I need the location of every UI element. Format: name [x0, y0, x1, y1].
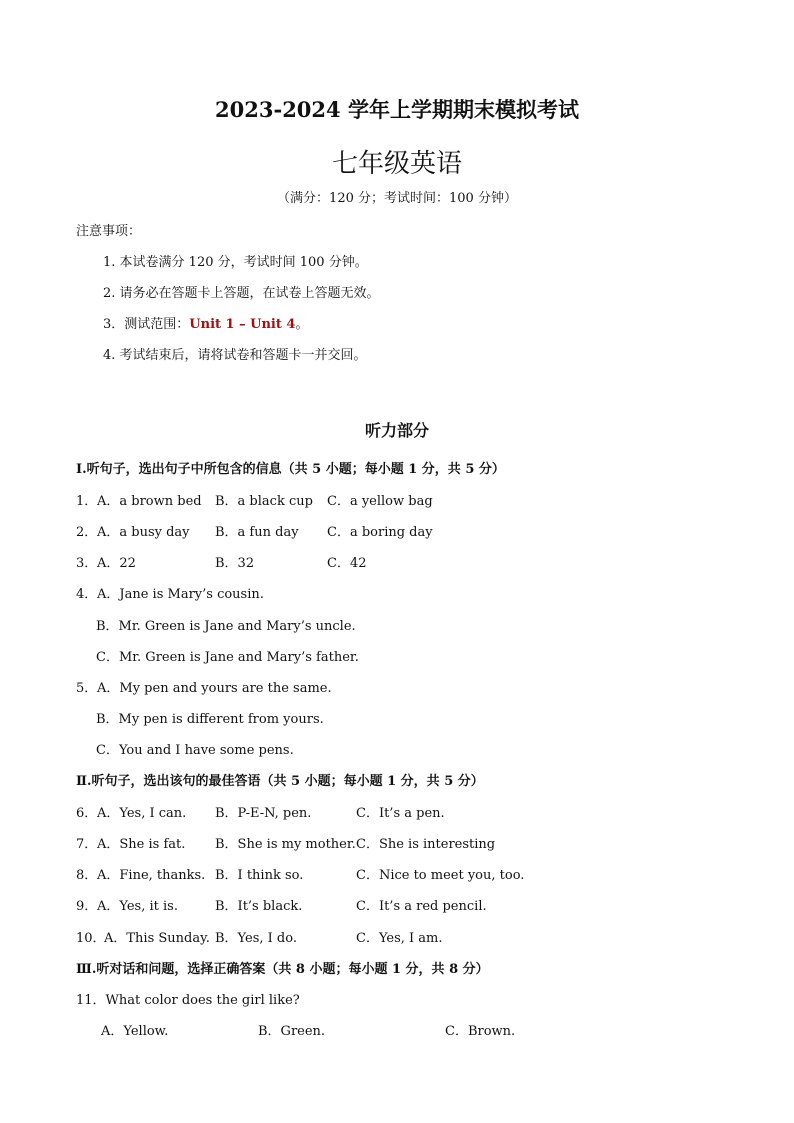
q3-option-a: A．22 — [97, 556, 136, 571]
q7-option-b: B．She is my mother. — [215, 837, 356, 852]
q10-option-c: C．Yes, I am. — [356, 931, 443, 946]
q7-option-a: A．She is fat. — [97, 837, 186, 852]
notes-heading: 注意事项： — [76, 224, 142, 239]
q2-number: 2． — [76, 525, 98, 540]
q9-option-a: A．Yes, it is. — [97, 899, 178, 914]
q4-option-c: C．Mr. Green is Jane and Mary’s father. — [96, 650, 359, 665]
listening-heading: 听力部分 — [364, 421, 429, 440]
q2-option-b: B．a fun day — [215, 525, 299, 540]
q7-option-c: C．She is interesting — [356, 837, 496, 852]
q1-option-b: B．a black cup — [215, 494, 313, 509]
q3-number: 3． — [76, 556, 98, 571]
q8-option-b: B．I think so. — [215, 868, 304, 883]
q4-number: 4． — [76, 587, 98, 602]
test-range: Unit 1 – Unit 4 — [189, 317, 296, 332]
q11-option-c: C．Brown. — [445, 1024, 516, 1039]
q9-number: 9． — [76, 899, 98, 914]
q1-option-c: C．a yellow bag — [327, 494, 433, 509]
part3-heading: Ⅲ.听对话和问题，选择正确答案（共 8 小题；每小题 1 分，共 8 分） — [76, 962, 489, 977]
q11-stem: 11．What color does the girl like? — [76, 993, 300, 1008]
q4-option-a: A．Jane is Mary’s cousin. — [97, 587, 264, 602]
q10-option-b: B．Yes, I do. — [215, 931, 297, 946]
note-item-1: 1. 本试卷满分 120 分，考试时间 100 分钟。 — [103, 255, 368, 270]
q10-number: 10． — [76, 931, 106, 946]
note-item-3-end: 。 — [295, 317, 309, 332]
q7-number: 7． — [76, 837, 98, 852]
exam-meta: （满分：120 分；考试时间：100 分钟） — [277, 191, 517, 206]
part2-heading: Ⅱ.听句子，选出该句的最佳答语（共 5 小题；每小题 1 分，共 5 分） — [76, 774, 484, 789]
q5-option-b: B．My pen is different from yours. — [96, 712, 324, 727]
q8-option-a: A．Fine, thanks. — [97, 868, 206, 883]
note-item-4: 4. 考试结束后，请将试卷和答题卡一并交回。 — [103, 348, 367, 363]
q11-option-b: B．Green. — [258, 1024, 326, 1039]
q3-option-c: C．42 — [327, 556, 367, 571]
subject-title: 七年级英语 — [331, 149, 462, 179]
q9-option-c: C．It’s a red pencil. — [356, 899, 487, 914]
q8-number: 8． — [76, 868, 98, 883]
q2-option-c: C．a boring day — [327, 525, 433, 540]
q5-option-a: A．My pen and yours are the same. — [97, 681, 332, 696]
q1-option-a: A．a brown bed — [97, 494, 202, 509]
part1-heading: Ⅰ.听句子，选出句子中所包含的信息（共 5 小题；每小题 1 分，共 5 分） — [76, 462, 505, 477]
exam-title: 2023-2024 学年上学期期末模拟考试 — [215, 97, 579, 122]
q5-number: 5． — [76, 681, 98, 696]
q8-option-c: C．Nice to meet you, too. — [356, 868, 525, 883]
q4-option-b: B．Mr. Green is Jane and Mary’s uncle. — [96, 619, 356, 634]
q6-option-a: A．Yes, I can. — [97, 806, 187, 821]
note-item-3 — [103, 313, 308, 332]
q2-option-a: A．a busy day — [97, 525, 190, 540]
q10-option-a: A．This Sunday. — [104, 931, 210, 946]
q5-option-c: C．You and I have some pens. — [96, 743, 294, 758]
q1-number: 1． — [76, 494, 98, 509]
q9-option-b: B．It’s black. — [215, 899, 303, 914]
q3-option-b: B．32 — [215, 556, 255, 571]
note-item-3-label: 3．测试范围： — [103, 317, 190, 332]
q6-option-c: C．It’s a pen. — [356, 806, 445, 821]
q6-number: 6． — [76, 806, 98, 821]
q6-option-b: B．P-E-N, pen. — [215, 806, 312, 821]
q11-option-a: A．Yellow. — [101, 1024, 169, 1039]
note-item-2: 2. 请务必在答题卡上答题，在试卷上答题无效。 — [103, 286, 380, 301]
